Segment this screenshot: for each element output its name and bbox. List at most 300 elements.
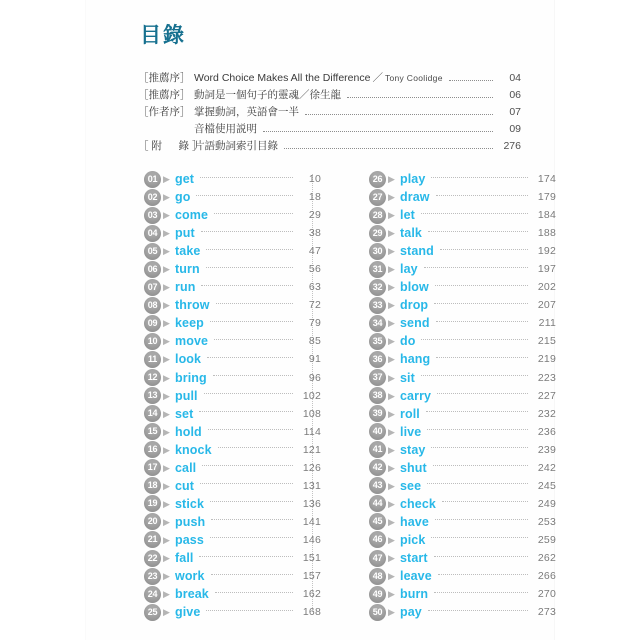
- frontmatter-title: [194, 104, 303, 119]
- frontmatter-page-number: 04: [509, 72, 521, 84]
- entry-page-number: 242: [537, 461, 556, 474]
- dot-leader: [214, 339, 293, 340]
- index-entry[interactable]: [369, 423, 556, 441]
- arrow-right-icon: ▶: [163, 444, 170, 455]
- entry-number-badge: 26: [369, 171, 386, 188]
- dot-leader: [347, 97, 493, 98]
- entry-page-number: 79: [308, 317, 321, 330]
- dot-leader: [436, 321, 528, 322]
- arrow-right-icon: ▶: [163, 264, 170, 275]
- entry-verb[interactable]: live: [400, 424, 422, 439]
- arrow-right-icon: ▶: [388, 607, 395, 618]
- entry-verb[interactable]: sit: [400, 370, 415, 385]
- arrow-right-icon: ▶: [163, 390, 170, 401]
- entry-verb[interactable]: hold: [175, 424, 202, 439]
- arrow-right-icon: ▶: [388, 498, 395, 509]
- index-entry[interactable]: [369, 188, 556, 206]
- entry-number-badge: 29: [369, 225, 386, 242]
- entry-page-number: 91: [308, 353, 321, 366]
- index-entry[interactable]: [144, 332, 321, 350]
- entry-verb[interactable]: turn: [175, 262, 200, 277]
- entry-number-badge: 10: [144, 333, 161, 350]
- index-entry[interactable]: [369, 585, 556, 603]
- index-entry[interactable]: [369, 369, 556, 387]
- dot-leader: [437, 393, 528, 394]
- arrow-right-icon: ▶: [163, 534, 170, 545]
- entry-verb[interactable]: take: [175, 244, 201, 259]
- arrow-right-icon: ▶: [163, 354, 170, 365]
- entry-page-number: 239: [537, 443, 556, 456]
- index-entry[interactable]: [144, 495, 321, 513]
- entry-number-badge: 15: [144, 423, 161, 440]
- frontmatter-list: [138, 70, 521, 155]
- entry-verb[interactable]: check: [400, 496, 436, 511]
- entry-verb[interactable]: look: [175, 352, 202, 367]
- index-entry[interactable]: [144, 387, 321, 405]
- entry-page-number: 102: [302, 389, 321, 402]
- entry-verb[interactable]: do: [400, 334, 416, 349]
- index-entry[interactable]: [144, 369, 321, 387]
- index-entry[interactable]: [144, 206, 321, 224]
- index-entry[interactable]: [144, 350, 321, 368]
- entry-verb[interactable]: start: [400, 551, 428, 565]
- frontmatter-title: [194, 121, 261, 136]
- index-entry[interactable]: [369, 603, 556, 621]
- arrow-right-icon: ▶: [163, 372, 170, 383]
- arrow-right-icon: ▶: [388, 354, 395, 365]
- entry-page-number: 188: [537, 227, 556, 240]
- entry-number-badge: 12: [144, 369, 161, 386]
- entry-verb[interactable]: work: [175, 569, 205, 584]
- entry-number-badge: 23: [144, 568, 161, 585]
- entry-number-badge: 14: [144, 405, 161, 422]
- entry-number-badge: 30: [369, 243, 386, 260]
- entry-page-number: 179: [537, 191, 556, 204]
- frontmatter-page-number: 276: [503, 140, 521, 152]
- arrow-right-icon: ▶: [388, 480, 395, 491]
- arrow-right-icon: ▶: [163, 210, 170, 221]
- entry-number-badge: 45: [369, 513, 386, 530]
- entry-number-badge: 46: [369, 531, 386, 548]
- dot-leader: [431, 537, 528, 538]
- entry-number-badge: 48: [369, 568, 386, 585]
- entry-verb[interactable]: cut: [175, 478, 195, 493]
- arrow-right-icon: ▶: [388, 282, 395, 293]
- entry-page-number: 63: [308, 281, 321, 294]
- arrow-right-icon: ▶: [388, 426, 395, 437]
- book-page: [85, 0, 555, 640]
- entry-page-number: 211: [538, 317, 556, 330]
- index-entry[interactable]: [369, 314, 556, 332]
- entry-number-badge: 16: [144, 441, 161, 458]
- entry-page-number: 215: [537, 335, 556, 348]
- entry-verb[interactable]: keep: [175, 316, 204, 331]
- entry-verb[interactable]: roll: [400, 406, 420, 421]
- entry-verb[interactable]: push: [175, 514, 206, 529]
- dot-leader: [199, 556, 293, 557]
- entry-page-number: 249: [537, 497, 556, 510]
- dot-leader: [434, 556, 528, 557]
- entry-number-badge: 05: [144, 243, 161, 260]
- arrow-right-icon: ▶: [388, 228, 395, 239]
- dot-leader: [216, 303, 293, 304]
- frontmatter-title: [194, 138, 282, 153]
- dot-leader: [428, 610, 528, 611]
- entry-number-badge: 35: [369, 333, 386, 350]
- frontmatter-title: [194, 70, 447, 85]
- entry-page-number: 136: [302, 497, 321, 510]
- entry-number-badge: 13: [144, 387, 161, 404]
- frontmatter-title: [194, 87, 345, 102]
- index-entry[interactable]: [369, 296, 556, 314]
- arrow-right-icon: ▶: [163, 426, 170, 437]
- dot-leader: [436, 195, 528, 196]
- entry-page-number: 245: [537, 479, 556, 492]
- index-entry[interactable]: [369, 549, 556, 567]
- arrow-right-icon: ▶: [388, 516, 395, 527]
- index-entry[interactable]: [369, 495, 556, 513]
- dot-leader: [435, 285, 528, 286]
- index-entry[interactable]: [144, 296, 321, 314]
- index-entry[interactable]: [144, 459, 321, 477]
- index-entry[interactable]: [369, 350, 556, 368]
- dot-leader: [213, 375, 293, 376]
- entry-number-badge: 40: [369, 423, 386, 440]
- index-entry[interactable]: [369, 206, 556, 224]
- entry-page-number: 273: [537, 606, 556, 619]
- dot-leader: [427, 483, 528, 484]
- entry-number-badge: 39: [369, 405, 386, 422]
- entry-verb[interactable]: put: [175, 226, 195, 241]
- frontmatter-page-number: 07: [509, 106, 521, 118]
- index-entry[interactable]: [369, 278, 556, 296]
- arrow-right-icon: ▶: [163, 282, 170, 293]
- entry-verb[interactable]: draw: [400, 190, 430, 205]
- page-title: 目錄: [140, 24, 186, 47]
- arrow-right-icon: ▶: [388, 246, 395, 257]
- entry-page-number: 131: [302, 479, 321, 492]
- index-column-right: [321, 170, 556, 621]
- dot-leader: [436, 357, 528, 358]
- entry-page-number: 126: [302, 461, 321, 474]
- index-entry[interactable]: [144, 224, 321, 242]
- index-entry[interactable]: [144, 188, 321, 206]
- entry-page-number: 168: [302, 606, 321, 619]
- arrow-right-icon: ▶: [163, 318, 170, 329]
- dot-leader: [442, 501, 528, 502]
- entry-verb[interactable]: drop: [400, 298, 429, 313]
- entry-number-badge: 32: [369, 279, 386, 296]
- entry-page-number: 96: [308, 371, 321, 384]
- entry-page-number: 85: [308, 335, 321, 348]
- dot-leader: [210, 321, 293, 322]
- entry-number-badge: 25: [144, 604, 161, 621]
- arrow-right-icon: ▶: [163, 192, 170, 203]
- index-entry[interactable]: [369, 459, 556, 477]
- index-entry[interactable]: [144, 567, 321, 585]
- index-entry[interactable]: [144, 405, 321, 423]
- index-entry[interactable]: [369, 387, 556, 405]
- dot-leader: [199, 411, 293, 412]
- entry-page-number: 151: [302, 552, 321, 564]
- index-entry[interactable]: [369, 170, 556, 188]
- entry-verb[interactable]: let: [400, 208, 415, 223]
- entry-page-number: 56: [308, 263, 321, 276]
- arrow-right-icon: ▶: [388, 553, 395, 563]
- frontmatter-tag: ［作者序］: [138, 106, 191, 118]
- entry-verb[interactable]: play: [400, 172, 426, 187]
- frontmatter-tag: ［推薦序］: [138, 89, 191, 101]
- entry-page-number: 114: [303, 425, 321, 438]
- dot-leader: [204, 393, 293, 394]
- arrow-right-icon: ▶: [163, 300, 170, 311]
- dot-leader: [263, 131, 493, 132]
- index-entry[interactable]: [144, 513, 321, 531]
- entry-number-badge: 44: [369, 495, 386, 512]
- index-entry[interactable]: [144, 170, 321, 188]
- index-entry[interactable]: [369, 260, 556, 278]
- arrow-right-icon: ▶: [163, 336, 170, 347]
- arrow-right-icon: ▶: [163, 228, 170, 239]
- dot-leader: [426, 411, 528, 412]
- dot-leader: [435, 519, 528, 520]
- entry-verb[interactable]: hang: [400, 352, 431, 367]
- entry-number-badge: 28: [369, 207, 386, 224]
- entry-number-badge: 31: [369, 261, 386, 278]
- entry-number-badge: 37: [369, 369, 386, 386]
- entry-verb[interactable]: call: [175, 460, 197, 475]
- dot-leader: [214, 213, 293, 214]
- index-column-left: [86, 170, 321, 621]
- index-entry[interactable]: [369, 224, 556, 242]
- entry-verb[interactable]: set: [175, 406, 194, 421]
- arrow-right-icon: ▶: [163, 553, 170, 563]
- entry-verb[interactable]: carry: [400, 388, 432, 403]
- index-entry[interactable]: [144, 531, 321, 549]
- index-entry[interactable]: [144, 314, 321, 332]
- arrow-right-icon: ▶: [388, 264, 395, 275]
- index-entry[interactable]: [369, 332, 556, 350]
- entry-page-number: 262: [537, 552, 556, 564]
- entry-verb[interactable]: knock: [175, 442, 212, 457]
- dot-leader: [200, 483, 293, 484]
- entry-verb[interactable]: come: [175, 208, 209, 223]
- dot-leader: [196, 195, 293, 196]
- index-entry[interactable]: [369, 513, 556, 531]
- index-entry[interactable]: [144, 441, 321, 459]
- entry-page-number: 10: [308, 173, 321, 186]
- entry-verb[interactable]: pay: [400, 605, 422, 620]
- frontmatter-tag: ［附 錄］: [138, 140, 206, 152]
- dot-leader: [421, 339, 528, 340]
- arrow-right-icon: ▶: [388, 300, 395, 311]
- arrow-right-icon: ▶: [388, 192, 395, 203]
- arrow-right-icon: ▶: [388, 444, 395, 455]
- index-entry[interactable]: [144, 585, 321, 603]
- entry-verb[interactable]: blow: [400, 280, 429, 295]
- entry-page-number: 207: [537, 299, 556, 312]
- dot-leader: [431, 447, 528, 448]
- index-entry[interactable]: [369, 405, 556, 423]
- frontmatter-title-text: Word Choice Makes All the Difference: [194, 72, 371, 84]
- entry-verb[interactable]: see: [400, 478, 422, 493]
- frontmatter-page-number: 06: [509, 89, 521, 101]
- index-entry[interactable]: [144, 423, 321, 441]
- entry-page-number: 232: [537, 407, 556, 420]
- entry-number-badge: 06: [144, 261, 161, 278]
- entry-number-badge: 22: [144, 550, 161, 567]
- entry-verb[interactable]: shut: [400, 460, 427, 475]
- entry-page-number: 157: [302, 570, 321, 583]
- entry-page-number: 47: [308, 245, 321, 258]
- entry-number-badge: 20: [144, 513, 161, 530]
- entry-verb[interactable]: talk: [400, 226, 422, 241]
- frontmatter-title-text: 音檔使用説明: [194, 123, 257, 135]
- entry-verb[interactable]: bring: [175, 370, 207, 385]
- entry-number-badge: 19: [144, 495, 161, 512]
- index-entry[interactable]: [144, 549, 321, 567]
- entry-page-number: 227: [537, 389, 556, 402]
- entry-verb[interactable]: have: [400, 514, 429, 529]
- entry-number-badge: 09: [144, 315, 161, 332]
- dot-leader: [284, 148, 493, 149]
- entry-page-number: 197: [537, 263, 556, 276]
- index-entry[interactable]: [144, 477, 321, 495]
- entry-page-number: 236: [537, 425, 556, 438]
- entry-number-badge: 38: [369, 387, 386, 404]
- index-entry[interactable]: [144, 603, 321, 621]
- entry-verb[interactable]: stay: [400, 442, 426, 457]
- entry-number-badge: 36: [369, 351, 386, 368]
- dot-leader: [210, 537, 293, 538]
- arrow-right-icon: ▶: [163, 462, 170, 473]
- index-entry[interactable]: [369, 477, 556, 495]
- dot-leader: [305, 114, 493, 115]
- dot-leader: [433, 465, 528, 466]
- entry-page-number: 141: [302, 515, 321, 528]
- frontmatter-row[interactable]: [138, 70, 521, 87]
- entry-page-number: 29: [308, 209, 321, 222]
- entry-page-number: 121: [302, 443, 321, 456]
- entry-verb[interactable]: pass: [175, 532, 204, 547]
- arrow-right-icon: ▶: [388, 336, 395, 347]
- dot-leader: [211, 574, 293, 575]
- arrow-right-icon: ▶: [388, 589, 395, 600]
- dot-leader: [440, 249, 528, 250]
- entry-verb[interactable]: leave: [400, 569, 432, 584]
- entry-page-number: 38: [308, 227, 321, 240]
- dot-leader: [200, 177, 293, 178]
- index-entry[interactable]: [369, 567, 556, 585]
- dot-leader: [424, 267, 528, 268]
- entry-page-number: 253: [537, 515, 556, 528]
- dot-leader: [211, 519, 293, 520]
- entry-number-badge: 43: [369, 477, 386, 494]
- dot-leader: [434, 592, 528, 593]
- arrow-right-icon: ▶: [163, 408, 170, 419]
- index-entry[interactable]: [369, 441, 556, 459]
- entry-number-badge: 41: [369, 441, 386, 458]
- entry-page-number: 266: [537, 570, 556, 583]
- frontmatter-title-text: 片語動詞索引目錄: [194, 140, 278, 152]
- entry-verb[interactable]: go: [175, 190, 191, 205]
- frontmatter-row[interactable]: [138, 121, 521, 138]
- entry-page-number: 146: [302, 533, 321, 546]
- dot-leader: [438, 574, 528, 575]
- entry-number-badge: 07: [144, 279, 161, 296]
- entry-verb[interactable]: move: [175, 334, 209, 349]
- entry-page-number: 223: [537, 371, 556, 384]
- entry-verb[interactable]: pick: [400, 532, 426, 547]
- index-entry[interactable]: [369, 531, 556, 549]
- entry-verb[interactable]: run: [175, 280, 196, 295]
- arrow-right-icon: ▶: [163, 607, 170, 618]
- arrow-right-icon: ▶: [163, 498, 170, 509]
- entry-verb[interactable]: give: [175, 605, 201, 620]
- arrow-right-icon: ▶: [388, 318, 395, 329]
- entry-page-number: 259: [537, 533, 556, 546]
- arrow-right-icon: ▶: [388, 571, 395, 582]
- entry-verb[interactable]: stand: [400, 244, 434, 259]
- arrow-right-icon: ▶: [388, 210, 395, 221]
- entry-verb[interactable]: pull: [175, 388, 198, 403]
- dot-leader: [215, 592, 293, 593]
- entry-verb[interactable]: fall: [175, 551, 194, 565]
- entry-verb[interactable]: stick: [175, 496, 204, 511]
- entry-page-number: 270: [537, 588, 556, 601]
- dot-leader: [427, 429, 528, 430]
- entry-number-badge: 33: [369, 297, 386, 314]
- arrow-right-icon: ▶: [388, 390, 395, 401]
- entry-verb[interactable]: throw: [175, 298, 210, 313]
- dot-leader: [449, 80, 493, 81]
- entry-page-number: 108: [302, 407, 321, 420]
- entry-number-badge: 03: [144, 207, 161, 224]
- verb-index: [86, 170, 556, 621]
- index-entry[interactable]: [144, 242, 321, 260]
- frontmatter-tag: ［推薦序］: [138, 72, 191, 84]
- index-entry[interactable]: [369, 242, 556, 260]
- entry-number-badge: 21: [144, 531, 161, 548]
- entry-number-badge: 50: [369, 604, 386, 621]
- dot-leader: [206, 267, 293, 268]
- frontmatter-row[interactable]: [138, 104, 521, 121]
- entry-verb[interactable]: send: [400, 316, 430, 331]
- entry-number-badge: 27: [369, 189, 386, 206]
- entry-number-badge: 11: [144, 351, 161, 368]
- entry-number-badge: 02: [144, 189, 161, 206]
- entry-page-number: 219: [537, 353, 556, 366]
- dot-leader: [201, 285, 293, 286]
- frontmatter-row[interactable]: [138, 87, 521, 104]
- entry-number-badge: 24: [144, 586, 161, 603]
- entry-verb[interactable]: lay: [400, 262, 418, 277]
- arrow-right-icon: ▶: [388, 534, 395, 545]
- entry-number-badge: 17: [144, 459, 161, 476]
- entry-verb[interactable]: get: [175, 172, 195, 187]
- frontmatter-row[interactable]: [138, 138, 521, 155]
- entry-number-badge: 49: [369, 586, 386, 603]
- frontmatter-author: Tony Coolidge: [384, 73, 443, 83]
- index-entry[interactable]: [144, 260, 321, 278]
- dot-leader: [202, 465, 293, 466]
- frontmatter-page-number: 09: [509, 123, 521, 135]
- entry-number-badge: 01: [144, 171, 161, 188]
- entry-verb[interactable]: break: [175, 587, 209, 602]
- index-entry[interactable]: [144, 278, 321, 296]
- entry-verb[interactable]: burn: [400, 587, 429, 602]
- dot-leader: [210, 501, 293, 502]
